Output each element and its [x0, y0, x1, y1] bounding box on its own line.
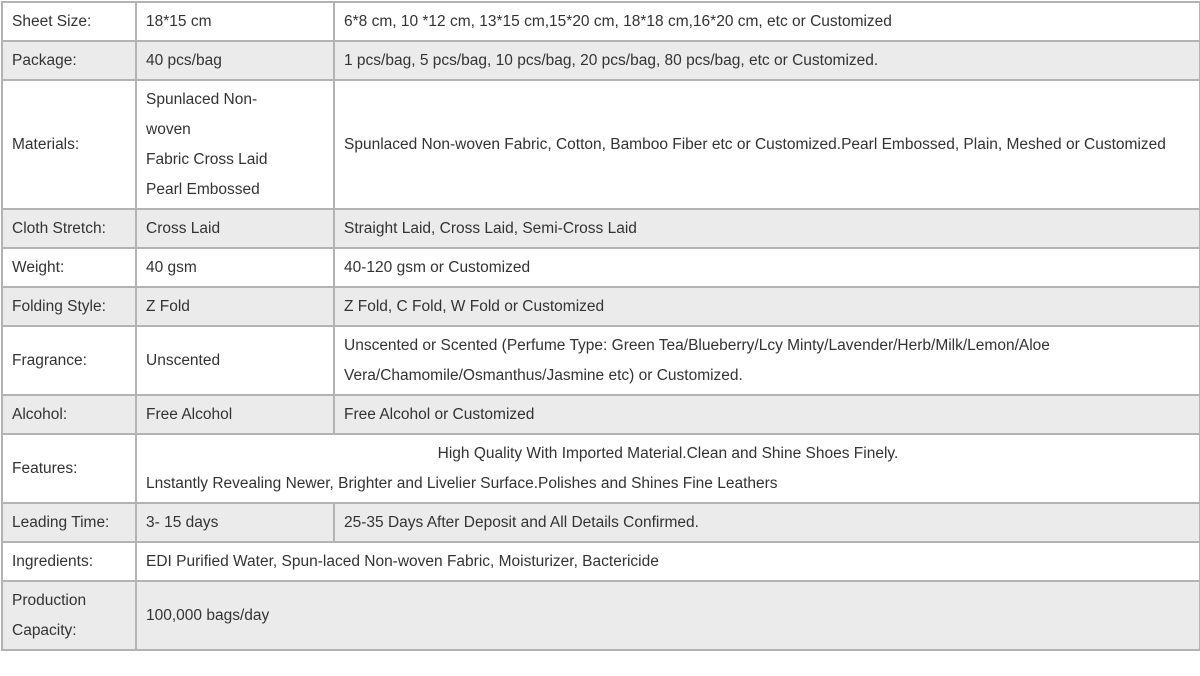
row-sheet-size	[2, 2, 1200, 41]
value-line: woven	[146, 120, 191, 138]
row-materials	[2, 80, 1200, 209]
label-cell: Fragrance:	[2, 326, 136, 395]
label-cell: Folding Style:	[2, 287, 136, 326]
value-cell	[136, 80, 334, 209]
options-cell: Z Fold, C Fold, W Fold or Customized	[334, 287, 1200, 326]
value-line: Pearl Embossed	[146, 180, 260, 198]
label-cell: Sheet Size:	[2, 2, 136, 41]
row-production-capacity	[2, 581, 1200, 650]
label-cell: Materials:	[2, 80, 136, 209]
row-package	[2, 41, 1200, 80]
options-cell: Straight Laid, Cross Laid, Semi-Cross Laid	[334, 209, 1200, 248]
features-line: High Quality With Imported Material.Clean and Shine Shoes Finely.	[437, 444, 899, 462]
row-features	[2, 434, 1200, 503]
row-weight	[2, 248, 1200, 287]
value-cell: 40 gsm	[136, 248, 334, 287]
options-cell: Free Alcohol or Customized	[334, 395, 1200, 434]
row-alcohol	[2, 395, 1200, 434]
options-cell: 6*8 cm, 10 *12 cm, 13*15 cm,15*20 cm, 18*18 cm,16*20 cm, etc or Customized	[334, 2, 1200, 41]
label-cell: Weight:	[2, 248, 136, 287]
value-cell: Cross Laid	[136, 209, 334, 248]
value-cell: Free Alcohol	[136, 395, 334, 434]
options-cell: Unscented or Scented (Perfume Type: Green Tea/Blueberry/Lcy Minty/Lavender/Herb/Milk/Lemon/Aloe Vera/Chamomile/Osmanthus/Jasmine etc) or Customized.	[334, 326, 1200, 395]
value-line: Spunlaced Non-	[146, 90, 258, 108]
features-cell	[136, 434, 1200, 503]
label-cell: Cloth Stretch:	[2, 209, 136, 248]
value-cell: 3- 15 days	[136, 503, 334, 542]
label-cell: Alcohol:	[2, 395, 136, 434]
options-cell: 1 pcs/bag, 5 pcs/bag, 10 pcs/bag, 20 pcs/bag, 80 pcs/bag, etc or Customized.	[334, 41, 1200, 80]
row-ingredients	[2, 542, 1200, 581]
value-cell: 40 pcs/bag	[136, 41, 334, 80]
value-cell: 18*15 cm	[136, 2, 334, 41]
label-cell: Production Capacity:	[2, 581, 136, 650]
value-line: Fabric Cross Laid	[146, 150, 268, 168]
value-cell: 100,000 bags/day	[136, 581, 1200, 650]
value-cell: EDI Purified Water, Spun-laced Non-woven Fabric, Moisturizer, Bactericide	[136, 542, 1200, 581]
row-fragrance	[2, 326, 1200, 395]
row-folding-style	[2, 287, 1200, 326]
label-cell: Leading Time:	[2, 503, 136, 542]
label-cell: Features:	[2, 434, 136, 503]
features-line: Lnstantly Revealing Newer, Brighter and Livelier Surface.Polishes and Shines Fine Leathers	[146, 474, 778, 492]
label-cell: Ingredients:	[2, 542, 136, 581]
row-cloth-stretch	[2, 209, 1200, 248]
options-cell: Spunlaced Non-woven Fabric, Cotton, Bamboo Fiber etc or Customized.Pearl Embossed, Plain, Meshed or Customized	[334, 80, 1200, 209]
row-leading-time	[2, 503, 1200, 542]
options-cell: 40-120 gsm or Customized	[334, 248, 1200, 287]
label-cell: Package:	[2, 41, 136, 80]
value-cell: Unscented	[136, 326, 334, 395]
value-cell: Z Fold	[136, 287, 334, 326]
options-cell: 25-35 Days After Deposit and All Details Confirmed.	[334, 503, 1200, 542]
product-spec-table	[1, 1, 1200, 651]
